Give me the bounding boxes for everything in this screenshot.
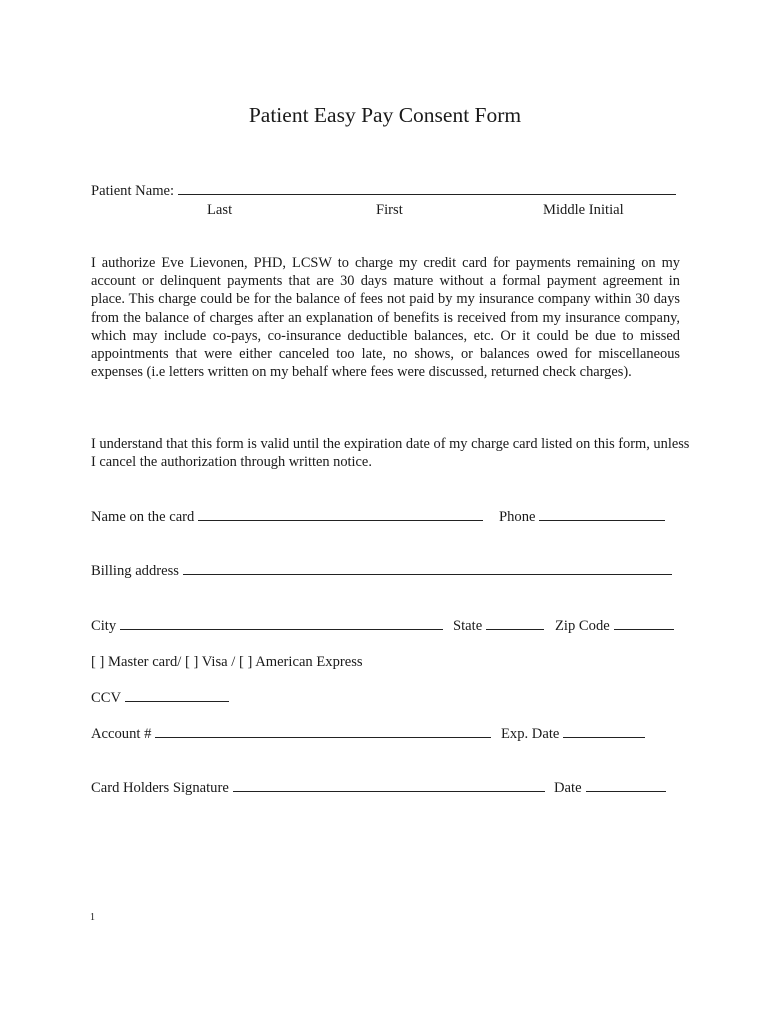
ccv-row (91, 689, 229, 707)
signature-label: Card Holders Signature (91, 780, 229, 796)
last-name-caption: Last (207, 202, 233, 218)
first-name-caption: First (376, 202, 403, 218)
exp-date-row (501, 725, 645, 743)
patient-name-row (91, 182, 676, 200)
middle-initial-caption: Middle Initial (543, 202, 624, 218)
name-on-card-label: Name on the card (91, 509, 195, 525)
exp-date-field[interactable] (563, 725, 645, 738)
account-row (91, 725, 491, 743)
zip-field[interactable] (614, 617, 674, 630)
account-field[interactable] (155, 725, 491, 738)
phone-label: Phone (499, 509, 536, 525)
state-row (453, 617, 544, 635)
card-type-options[interactable]: [ ] Master card/ [ ] Visa / [ ] American Express (91, 654, 363, 670)
name-on-card-row (91, 508, 483, 526)
signature-row (91, 779, 545, 797)
account-label: Account # (91, 726, 152, 742)
zip-label: Zip Code (555, 618, 610, 634)
page-number: 1 (90, 912, 95, 923)
exp-date-label: Exp. Date (501, 726, 560, 742)
ccv-field[interactable] (125, 689, 229, 702)
signature-date-row (554, 779, 666, 797)
patient-name-label: Patient Name: (91, 183, 175, 199)
patient-name-field[interactable] (178, 182, 676, 195)
city-label: City (91, 618, 117, 634)
name-on-card-field[interactable] (198, 508, 483, 521)
billing-address-row (91, 562, 672, 580)
zip-row (555, 617, 674, 635)
signature-field[interactable] (233, 779, 545, 792)
state-field[interactable] (486, 617, 544, 630)
signature-date-label: Date (554, 780, 582, 796)
authorization-paragraph: I authorize Eve Lievonen, PHD, LCSW to charge my credit card for payments remaining on my account or delinquent payments that are 30 days mature without a formal payment agreement in place. This charge could be for the balance of fees not paid by my insurance company within 30 days from the balance of charges after an explanation of benefits is received from my insurance company, which may include co-pays, co-insurance deductible balances, etc. Or it could be due to missed appointments that were either canceled too late, no shows, or balances owed for miscellaneous expenses (i.e letters written on my behalf where fees were discussed, returned check charges). (91, 255, 680, 381)
billing-address-field[interactable] (183, 562, 672, 575)
city-row (91, 617, 443, 635)
city-field[interactable] (120, 617, 443, 630)
validity-paragraph: I understand that this form is valid until the expiration date of my charge card listed on this form, unless I cancel the authorization through written notice. (91, 436, 690, 471)
phone-field[interactable] (539, 508, 665, 521)
phone-row (499, 508, 665, 526)
signature-date-field[interactable] (586, 779, 666, 792)
ccv-label: CCV (91, 690, 122, 706)
billing-address-label: Billing address (91, 563, 179, 579)
form-title: Patient Easy Pay Consent Form (248, 103, 522, 127)
state-label: State (453, 618, 483, 634)
